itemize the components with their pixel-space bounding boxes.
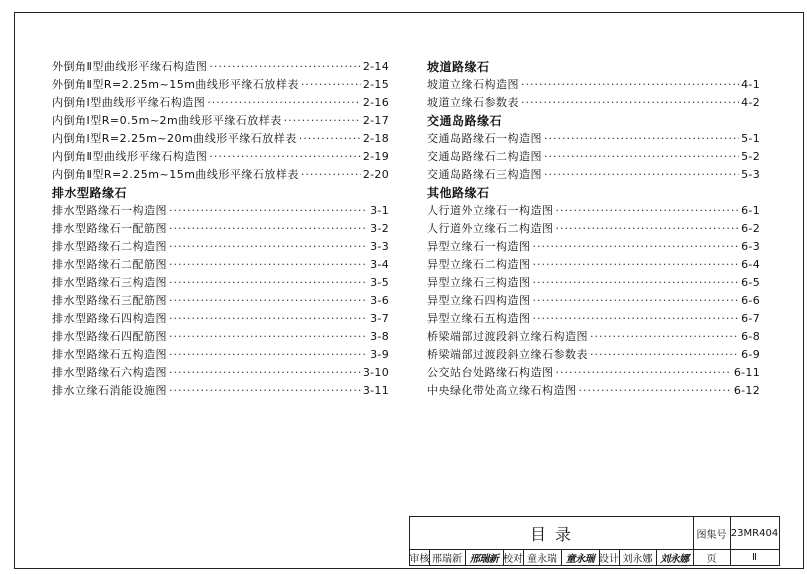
toc-entry[interactable]: [52, 76, 389, 94]
toc-entry-title: 内倒角Ⅰ型R=2.25m~20m曲线形平缘石放样表: [52, 132, 297, 145]
toc-right-column: [427, 58, 760, 400]
toc-entry-page: 2-17: [362, 114, 389, 127]
toc-entry-page: 3-2: [370, 222, 389, 235]
dot-leader: [169, 348, 368, 361]
toc-entry-page: 6-5: [741, 276, 760, 289]
dot-leader: [284, 114, 361, 127]
title-block: [409, 516, 780, 566]
toc-entry-page: 2-15: [362, 78, 389, 91]
dot-leader: [207, 96, 361, 109]
toc-entry-title: 排水型路缘石二配筋图: [52, 258, 167, 271]
toc-entry-page: 3-6: [370, 294, 389, 307]
toc-entry[interactable]: [52, 310, 389, 328]
toc-entry-title: 排水型路缘石四配筋图: [52, 330, 167, 343]
toc-entry[interactable]: [427, 346, 760, 364]
toc-entry-page: 6-3: [741, 240, 760, 253]
toc-entry[interactable]: [52, 274, 389, 292]
toc-entry-page: 6-4: [741, 258, 760, 271]
dot-leader: [556, 204, 740, 217]
toc-entry[interactable]: [427, 256, 760, 274]
dot-leader: [544, 168, 739, 181]
toc-entry-title: 内倒角Ⅱ型曲线形平缘石构造图: [52, 150, 208, 163]
toc-entry[interactable]: [52, 256, 389, 274]
toc-entry[interactable]: [52, 238, 389, 256]
toc-entry-title: 排水型路缘石五构造图: [52, 348, 167, 361]
toc-entry[interactable]: [427, 166, 760, 184]
toc-entry-title: 交通岛路缘石二构造图: [427, 150, 542, 163]
toc-entry-title: 外倒角Ⅱ型R=2.25m~15m曲线形平缘石放样表: [52, 78, 299, 91]
dot-leader: [169, 366, 361, 379]
toc-entry-page: 6-2: [741, 222, 760, 235]
toc-entry-page: 2-18: [362, 132, 389, 145]
toc-entry-page: 3-1: [370, 204, 389, 217]
toc-entry-title: 交通岛路缘石三构造图: [427, 168, 542, 181]
section-heading: 排水型路缘石: [52, 186, 128, 200]
toc-entry[interactable]: [52, 166, 389, 184]
dot-leader: [169, 276, 368, 289]
toc-entry-page: 4-2: [741, 96, 760, 109]
toc-entry[interactable]: [52, 130, 389, 148]
toc-entry[interactable]: [427, 310, 760, 328]
toc-entry-title: 内倒角Ⅰ型曲线形平缘石构造图: [52, 96, 206, 109]
toc-entry-page: 6-1: [741, 204, 760, 217]
dot-leader: [533, 240, 740, 253]
toc-entry-page: 3-7: [370, 312, 389, 325]
toc-entry[interactable]: [427, 292, 760, 310]
dot-leader: [169, 294, 368, 307]
toc-entry[interactable]: [52, 148, 389, 166]
toc-entry-page: 2-19: [362, 150, 389, 163]
toc-entry-page: 3-11: [362, 384, 389, 397]
toc-entry-page: 6-7: [741, 312, 760, 325]
dot-leader: [590, 330, 739, 343]
dot-leader: [556, 222, 740, 235]
toc-entry[interactable]: [52, 112, 389, 130]
toc-entry-page: 6-11: [733, 366, 760, 379]
toc-entry-title: 内倒角Ⅰ型R=0.5m~2m曲线形平缘石放样表: [52, 114, 282, 127]
toc-entry[interactable]: [427, 274, 760, 292]
atlas-label: 图集号: [696, 529, 727, 541]
section-heading: 交通岛路缘石: [427, 114, 503, 128]
dot-leader: [209, 150, 360, 163]
toc-entry[interactable]: [52, 292, 389, 310]
toc-entry-page: 5-2: [741, 150, 760, 163]
toc-entry[interactable]: [52, 346, 389, 364]
toc-entry-page: 3-3: [370, 240, 389, 253]
toc-entry-title: 公交站台处路缘石构造图: [427, 366, 554, 379]
toc-entry-title: 坡道立缘石构造图: [427, 78, 519, 91]
toc-entry[interactable]: [427, 364, 760, 382]
dot-leader: [299, 132, 361, 145]
toc-entry[interactable]: [427, 238, 760, 256]
check-label: 校对: [503, 553, 523, 565]
dot-leader: [301, 168, 361, 181]
toc-entry-title: 异型立缘石五构造图: [427, 312, 531, 325]
toc-entry-page: 2-16: [362, 96, 389, 109]
toc-entry[interactable]: [52, 328, 389, 346]
toc-entry[interactable]: [427, 202, 760, 220]
dot-leader: [169, 330, 368, 343]
dot-leader: [521, 78, 739, 91]
toc-entry-page: 6-12: [733, 384, 760, 397]
toc-entry[interactable]: [52, 202, 389, 220]
toc-entry[interactable]: [52, 58, 389, 76]
toc-entry[interactable]: [427, 382, 760, 400]
toc-entry[interactable]: [427, 76, 760, 94]
dot-leader: [521, 96, 739, 109]
toc-entry-title: 排水型路缘石二构造图: [52, 240, 167, 253]
checker-signature: 童永瑞: [565, 553, 595, 565]
dot-leader: [533, 294, 740, 307]
toc-entry-title: 异型立缘石三构造图: [427, 276, 531, 289]
toc-entry-title: 异型立缘石一构造图: [427, 240, 531, 253]
toc-entry-title: 桥梁端部过渡段斜立缘石参数表: [427, 348, 588, 361]
reviewer-signature: 邢瑞新: [469, 553, 499, 565]
toc-entry-title: 人行道外立缘石二构造图: [427, 222, 554, 235]
dot-leader: [169, 204, 368, 217]
toc-entry-page: 3-9: [370, 348, 389, 361]
toc-entry-page: 3-10: [362, 366, 389, 379]
toc-entry-title: 排水型路缘石三配筋图: [52, 294, 167, 307]
toc-entry[interactable]: [52, 220, 389, 238]
design-label: 设计: [599, 553, 619, 565]
atlas-number: 23MR404: [730, 527, 779, 539]
dot-leader: [169, 240, 368, 253]
toc-entry-page: 6-9: [741, 348, 760, 361]
toc-entry-page: 2-20: [362, 168, 389, 181]
toc-entry-page: 6-6: [741, 294, 760, 307]
section-heading: 其他路缘石: [427, 186, 490, 200]
dot-leader: [533, 276, 740, 289]
review-label: 审核: [410, 553, 429, 565]
dot-leader: [556, 366, 732, 379]
toc-entry[interactable]: [427, 130, 760, 148]
designer-signature: 刘永娜: [660, 553, 689, 565]
dot-leader: [169, 384, 361, 397]
toc-entry-title: 外倒角Ⅱ型曲线形平缘石构造图: [52, 60, 208, 73]
toc-entry[interactable]: [52, 382, 389, 400]
toc-left-column: [52, 58, 389, 400]
toc-entry-page: 3-8: [370, 330, 389, 343]
toc-entry[interactable]: [52, 94, 389, 112]
dot-leader: [169, 222, 368, 235]
designer-name: 刘永娜: [622, 553, 653, 565]
toc-entry-page: 6-8: [741, 330, 760, 343]
toc-entry-title: 排水型路缘石六构造图: [52, 366, 167, 379]
dot-leader: [169, 258, 368, 271]
toc-entry[interactable]: [427, 220, 760, 238]
toc-entry-title: 交通岛路缘石一构造图: [427, 132, 542, 145]
toc-entry-title: 中央绿化带处高立缘石构造图: [427, 384, 577, 397]
toc-entry-title: 排水型路缘石四构造图: [52, 312, 167, 325]
dot-leader: [533, 312, 740, 325]
page-label: 页: [706, 553, 717, 565]
dot-leader: [301, 78, 361, 91]
toc-entry-page: 5-3: [741, 168, 760, 181]
toc-entry-title: 排水型路缘石三构造图: [52, 276, 167, 289]
toc-entry[interactable]: [427, 148, 760, 166]
dot-leader: [544, 132, 739, 145]
toc-entry-page: 4-1: [741, 78, 760, 91]
dot-leader: [209, 60, 360, 73]
dot-leader: [590, 348, 739, 361]
toc-entry-page: 2-14: [362, 60, 389, 73]
dot-leader: [544, 150, 739, 163]
page-title: 目 录: [529, 524, 574, 544]
toc-entry-title: 排水型路缘石一构造图: [52, 204, 167, 217]
toc-entry-title: 内倒角Ⅱ型R=2.25m~15m曲线形平缘石放样表: [52, 168, 299, 181]
checker-name: 童永瑞: [527, 553, 557, 565]
section-heading: 坡道路缘石: [427, 60, 490, 74]
page-number: Ⅱ: [752, 551, 757, 563]
dot-leader: [533, 258, 740, 271]
toc-entry-title: 人行道外立缘石一构造图: [427, 204, 554, 217]
toc-entry[interactable]: [427, 94, 760, 112]
toc-entry-title: 异型立缘石二构造图: [427, 258, 531, 271]
toc-entry-page: 3-5: [370, 276, 389, 289]
dot-leader: [579, 384, 732, 397]
toc-entry-title: 坡道立缘石参数表: [427, 96, 519, 109]
reviewer-name: 邢瑞新: [432, 553, 462, 565]
toc-entry[interactable]: [52, 364, 389, 382]
toc-entry-page: 3-4: [370, 258, 389, 271]
toc-entry-title: 异型立缘石四构造图: [427, 294, 531, 307]
toc-entry[interactable]: [427, 328, 760, 346]
toc-entry-title: 排水型路缘石一配筋图: [52, 222, 167, 235]
toc-entry-title: 桥梁端部过渡段斜立缘石构造图: [427, 330, 588, 343]
dot-leader: [169, 312, 368, 325]
toc-entry-page: 5-1: [741, 132, 760, 145]
toc-entry-title: 排水立缘石消能设施图: [52, 384, 167, 397]
